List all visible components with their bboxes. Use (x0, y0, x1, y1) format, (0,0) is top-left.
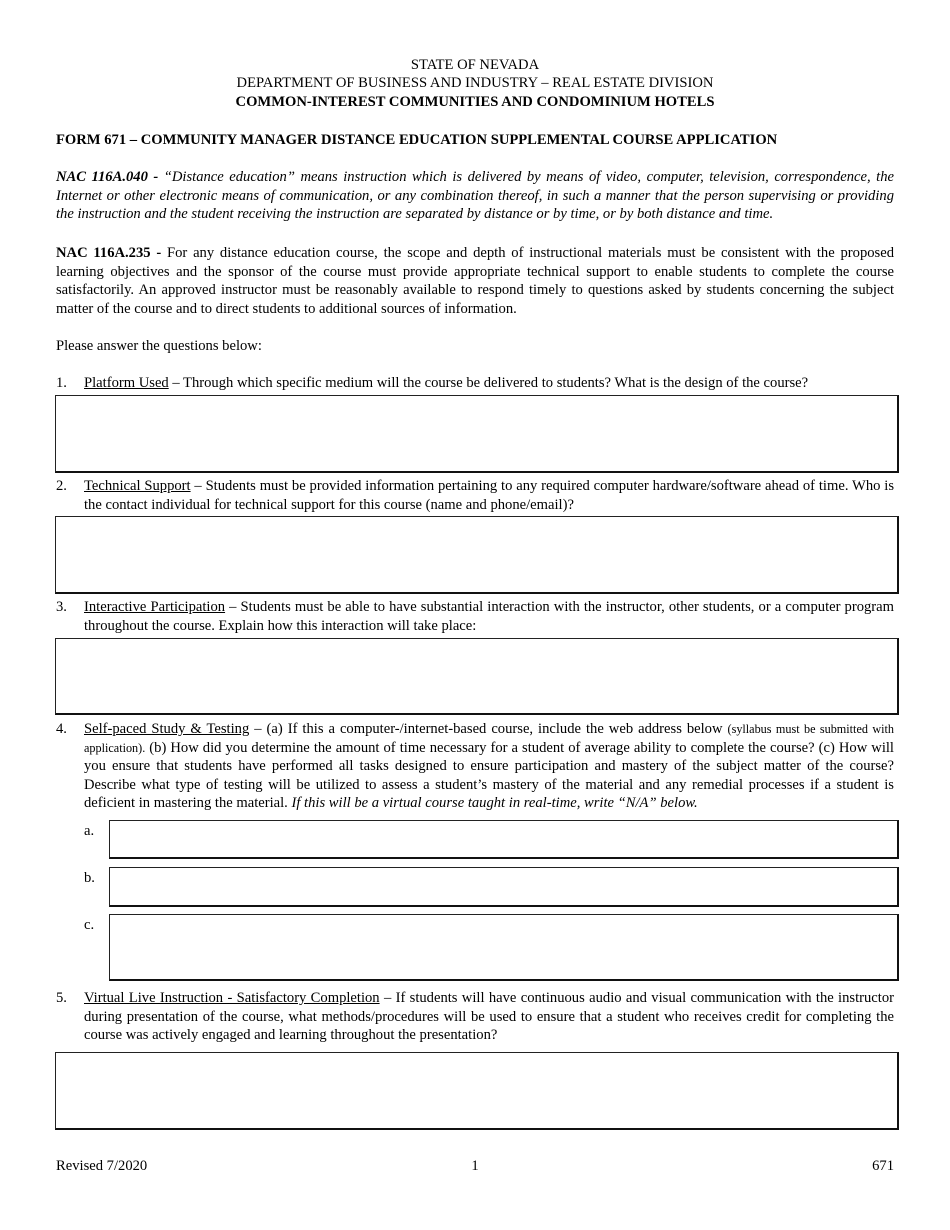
virtual-live-instruction-answer-field[interactable] (55, 1052, 899, 1130)
nac-040-text: “Distance education” means instruction which is delivered by means of video, computer, television, correspondence, the Internet or other electronic means of communication, or any combination thereof, in such a manner that the person supervising or providing the instruction and the student receiving the instruction are separated by distance or by time, or by both distance and time. (56, 169, 894, 223)
technical-support-answer-field[interactable] (55, 516, 899, 594)
question-title: Self-paced Study & Testing (84, 721, 250, 737)
footer-revised-date: Revised 7/2020 (56, 1158, 148, 1174)
nac-235-text: For any distance education course, the scope and depth of instructional materials must be consistent with the proposed learning objectives and the sponsor of the course must provide appropriate technical support to enable students to complete the course satisfactorily. An approved instructor must be reasonably available to respond timely to questions asked by students concerning the subject matter of the course and to direct students to additional sources of information. (56, 245, 894, 317)
question-text: Platform Used – Through which specific medium will the course be delivered to students? What is the design of the course? (84, 375, 809, 391)
platform-used-answer-field[interactable] (55, 395, 899, 473)
question-number: 2. (56, 478, 67, 494)
header-division: COMMON-INTEREST COMMUNITIES AND CONDOMINIUM HOTELS (235, 94, 715, 110)
question-text: Interactive Participation – Students must be able to have substantial interaction with the instructor, other students, or a computer program throughout the course. Explain how this interaction will take place: (84, 599, 894, 634)
interactive-participation-answer-field[interactable] (55, 638, 899, 715)
question-number: 4. (56, 721, 67, 737)
question-title: Interactive Participation (84, 599, 226, 615)
testing-answer-field[interactable] (109, 914, 899, 981)
question-text: Virtual Live Instruction - Satisfactory Completion – If students will have continuous audio and visual communication with the instructor during presentation of the course, what methods/procedures will be used to ensure that a student who receives credit for completing the course was actively engaged and learning throughout the presentation? (84, 990, 894, 1044)
nac-040-paragraph (56, 168, 894, 224)
question-title: Technical Support (84, 478, 191, 494)
header-state: STATE OF NEVADA (410, 57, 540, 73)
nac-040-label: NAC 116A.040 - (56, 169, 159, 185)
time-determination-answer-field[interactable] (109, 867, 899, 907)
nac-235-paragraph (56, 244, 894, 318)
question-number: 5. (56, 990, 67, 1006)
subpart-label-a: a. (84, 823, 95, 839)
question-number: 1. (56, 375, 67, 391)
footer-page-number: 1 (471, 1158, 479, 1174)
question-title: Virtual Live Instruction - Satisfactory Completion (84, 990, 380, 1006)
question-text: Self-paced Study & Testing – (a) If this a computer-/internet-based course, include the web address below (syllabus must be submitted with application). (b) How did you determine the amount of time necessary for a student of average ability to complete the course? (c) How will you ensure that students have performed all tasks designed to ensure participation and mastery of the subject matter of the course? Describe what type of testing will be utilized to assess a student’s mastery of the material and any remedial processes if a student is deficient in mastering the material. If this will be a virtual course taught in real-time, write “N/A” below. (84, 721, 895, 812)
nac-235-label: NAC 116A.235 - (56, 245, 162, 261)
subpart-label-c: c. (84, 917, 95, 933)
header-department: DEPARTMENT OF BUSINESS AND INDUSTRY – REAL ESTATE DIVISION (236, 75, 714, 91)
web-address-answer-field[interactable] (109, 820, 899, 859)
subpart-label-b: b. (84, 870, 95, 886)
footer-form-number: 671 (872, 1158, 894, 1174)
question-title: Platform Used (84, 375, 169, 391)
question-text: Technical Support – Students must be provided information pertaining to any required computer hardware/software ahead of time. Who is the contact individual for technical support for this course (name and phone/email)? (84, 478, 894, 513)
question-number: 3. (56, 599, 67, 615)
form-title: FORM 671 – COMMUNITY MANAGER DISTANCE EDUCATION SUPPLEMENTAL COURSE APPLICATION (56, 132, 778, 148)
instructions: Please answer the questions below: (56, 338, 262, 354)
